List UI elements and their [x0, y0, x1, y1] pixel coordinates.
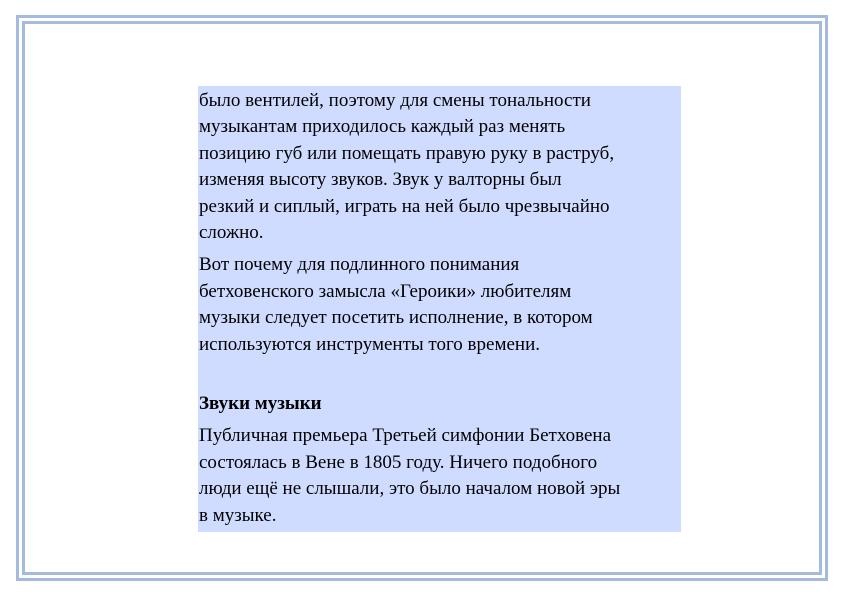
text-line: бетховенского замысла «Героики» любителям — [199, 280, 572, 302]
text-line: позицию губ или помещать правую руку в раструб, — [199, 142, 615, 164]
text-line: Вот почему для подлинного понимания — [199, 254, 520, 276]
text-line: резкий и сиплый, играть на ней было чрезвычайно — [199, 195, 610, 217]
paragraph-3 — [199, 423, 681, 529]
text-line: используются инструменты того времени. — [199, 333, 540, 355]
paragraph-1 — [199, 88, 681, 246]
section-heading: Звуки музыки — [199, 393, 322, 415]
text-line: музыки следует посетить исполнение, в котором — [199, 307, 593, 329]
text-line: состоялась в Вене в 1805 году. Ничего подобного — [199, 451, 598, 473]
text-line: люди ещё не слышали, это было началом новой эры — [199, 478, 621, 500]
text-line: музыкантам приходилось каждый раз менять — [199, 116, 566, 138]
text-line: сложно. — [199, 222, 264, 244]
paragraph-2 — [199, 252, 681, 358]
text-line: в музыке. — [199, 504, 277, 526]
text-line: Публичная премьера Третьей симфонии Бетховена — [199, 425, 612, 447]
text-block — [198, 86, 681, 532]
text-line: было вентилей, поэтому для смены тональности — [199, 90, 591, 111]
text-line: изменяя высоту звуков. Звук у валторны был — [199, 169, 562, 191]
